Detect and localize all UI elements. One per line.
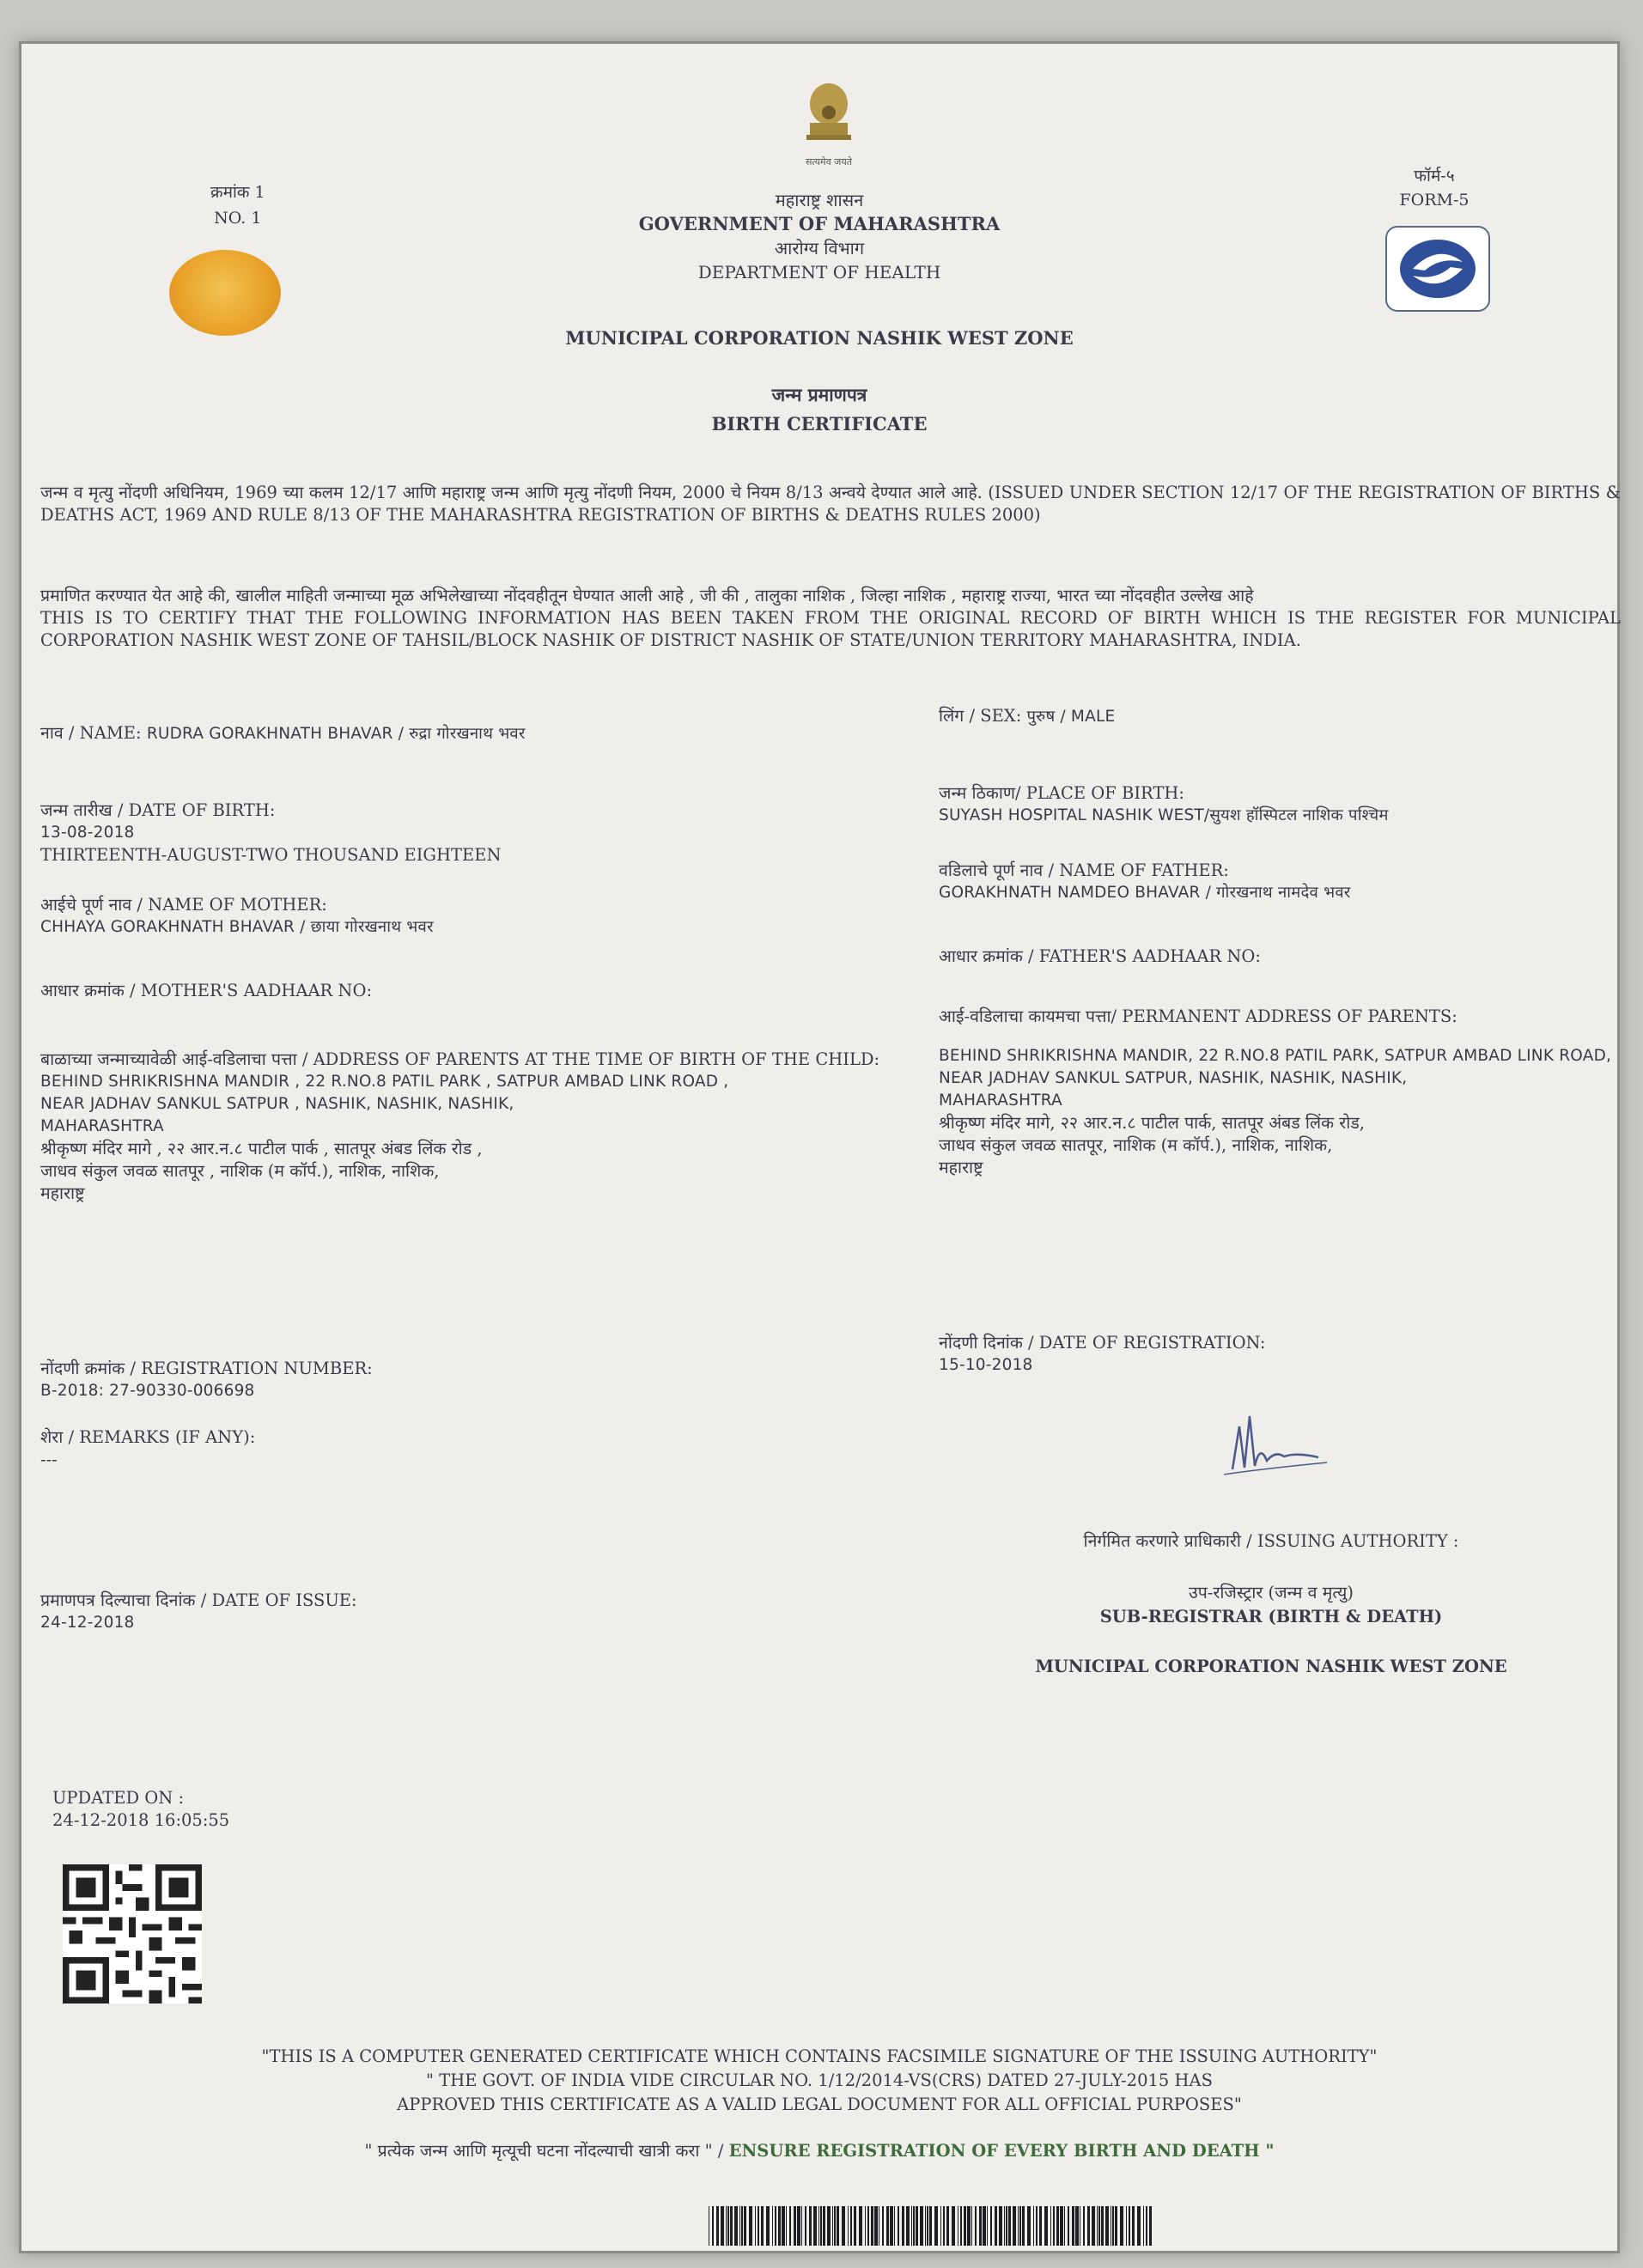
municipal-corporation: MUNICIPAL CORPORATION NASHIK WEST ZONE [565,327,1074,349]
remarks-field [40,1426,899,1471]
mother-label: आईचे पूर्ण नाव / NAME OF MOTHER: [40,895,327,915]
certify-mr: प्रमाणित करण्यात येत आहे की, खालील माहिती जन्माच्या मूळ अभिलेखाच्या नोंदवहीतून घेण्यात आली आहे , जी की , तालुका नाशिक , जिल्हा नाशिक , महाराष्ट्र राज्या, भारत च्या नोंदवहीत उल्लेख आहे [40,586,1254,605]
name-label: नाव / NAME: [40,723,142,743]
permanent-address [939,1006,1617,1179]
serial-en: NO. 1 [214,209,262,228]
footer-line-2: " THE GOVT. OF INDIA VIDE CIRCULAR NO. 1/12/2014-VS(CRS) DATED 27-JULY-2015 HAS [426,2070,1213,2090]
address-birth-en-2: NEAR JADHAV SANKUL SATPUR , NASHIK, NASHIK, NASHIK, [40,1095,514,1113]
registration-date-field [939,1332,1617,1377]
authority-office: MUNICIPAL CORPORATION NASHIK WEST ZONE [1035,1657,1507,1676]
mother-aadhaar-field [40,980,899,1002]
address-perm-en-3: MAHARASHTRA [939,1091,1062,1110]
mother-field [40,894,899,939]
issuing-authority-label: निर्गमित करणारे प्राधिकारी / ISSUING AUTHORITY : [1083,1531,1459,1551]
certificate-title [21,380,1617,439]
certify-text [40,585,1621,652]
updated-on [52,1787,229,1832]
mother-aadhaar-label: आधार क्रमांक / MOTHER'S AADHAAR NO: [40,981,373,1000]
barcode-icon [709,2206,1155,2246]
address-perm-en-1: BEHIND SHRIKRISHNA MANDIR, 22 R.NO.8 PATIL PARK, SATPUR AMBAD LINK ROAD, [939,1047,1612,1065]
address-perm-en-2: NEAR JADHAV SANKUL SATPUR, NASHIK, NASHIK, NASHIK, [939,1069,1408,1087]
authority-title-mr: उप-रजिस्ट्रार (जन्म व मृत्यु) [1189,1583,1354,1602]
authority-title-en: SUB-REGISTRAR (BIRTH & DEATH) [1099,1607,1443,1627]
emblem-caption: सत्यमेव जयते [805,156,852,167]
dept-mr: आरोग्य विभाग [774,238,865,258]
reg-no-label: नोंदणी क्रमांक / REGISTRATION NUMBER: [40,1359,373,1378]
footer-disclaimer [21,2045,1617,2117]
registration-number-field [40,1358,899,1402]
father-aadhaar-field [939,946,1617,968]
reg-date-value: 15-10-2018 [939,1356,1033,1374]
address-birth-mr-3: महाराष्ट्र [40,1183,85,1203]
address-birth-en-1: BEHIND SHRIKRISHNA MANDIR , 22 R.NO.8 PATIL PARK , SATPUR AMBAD LINK ROAD , [40,1073,729,1091]
dob-value: 13-08-2018 [40,824,135,842]
issued-under-text: जन्म व मृत्यु नोंदणी अधिनियम, 1969 च्या कलम 12/17 आणि महाराष्ट्र जन्म आणि मृत्यु नोंदणी नियम, 2000 चे नियम 8/13 अन्वये देण्यात आले आहे. (ISSUED UNDER SECTION 12/17 OF THE REGISTRATION OF BIRTHS & DEATHS ACT, 1969 AND RULE 8/13 OF THE MAHARASHTRA REGISTRATION OF BIRTHS & DEATHS RULES 2000) [40,483,1621,525]
footer-line-1: "THIS IS A COMPUTER GENERATED CERTIFICATE WHICH CONTAINS FACSIMILE SIGNATURE OF THE ISSUING AUTHORITY" [261,2046,1378,2066]
updated-label: UPDATED ON : [52,1788,185,1808]
sex-value: पुरुष / MALE [1026,708,1116,726]
name-field [40,722,899,745]
title-en: BIRTH CERTIFICATE [711,413,928,435]
sex-label: लिंग / SEX: [939,706,1022,726]
address-perm-label: आई-वडिलाचा कायमचा पत्ता/ PERMANENT ADDRESS OF PARENTS: [939,1006,1457,1026]
address-birth-mr-2: जाधव संकुल जवळ सातपूर , नाशिक (म कॉर्प.), नाशिक, नाशिक, [40,1161,440,1181]
address-birth-mr-1: श्रीकृष्ण मंदिर मागे , २२ आर.न.८ पाटील पार्क , सातपूर अंबड लिंक रोड , [40,1139,483,1158]
father-aadhaar-label: आधार क्रमांक / FATHER'S AADHAAR NO: [939,946,1261,966]
slogan-en: ENSURE REGISTRATION OF EVERY BIRTH AND DEATH " [728,2141,1275,2161]
government-header [21,188,1617,284]
father-label: वडिलाचे पूर्ण नाव / NAME OF FATHER: [939,860,1229,880]
title-mr: जन्म प्रमाणपत्र [771,384,867,405]
pob-field [939,782,1617,827]
issue-date-label: प्रमाणपत्र दिल्याचा दिनांक / DATE OF ISSUE: [40,1590,357,1610]
form-mr: फॉर्म-५ [1414,167,1455,185]
address-birth-en-3: MAHARASHTRA [40,1117,164,1135]
slogan-mr: " प्रत्येक जन्म आणि मृत्यूची घटना नोंदल्याची खात्री करा " / [364,2141,724,2161]
dob-label: जन्म तारीख / DATE OF BIRTH: [40,800,276,820]
issue-date-field [40,1590,899,1634]
qr-code-icon [63,1864,202,2004]
father-field [939,860,1617,904]
registration-slogan [21,2139,1617,2163]
dept-en: DEPARTMENT OF HEALTH [697,262,941,283]
govt-mr: महाराष्ट्र शासन [775,190,864,210]
address-perm-mr-1: श्रीकृष्ण मंदिर मागे, २२ आर.न.८ पाटील पार्क, सातपूर अंबड लिंक रोड, [939,1113,1365,1133]
pob-label: जन्म ठिकाण/ PLACE OF BIRTH: [939,783,1184,803]
father-value: GORAKHNATH NAMDEO BHAVAR / गोरखनाथ नामदेव भवर [939,884,1351,902]
dob-words: THIRTEENTH-AUGUST-TWO THOUSAND EIGHTEEN [40,845,502,865]
national-emblem-icon [794,78,863,164]
remarks-label: शेरा / REMARKS (IF ANY): [40,1427,256,1447]
issue-date-value: 24-12-2018 [40,1614,135,1632]
updated-value: 24-12-2018 16:05:55 [52,1810,230,1830]
address-birth-label: बाळाच्या जन्माच्यावेळी आई-वडिलाचा पत्ता / ADDRESS OF PARENTS AT THE TIME OF BIRTH OF THE CHILD: [40,1049,880,1069]
birth-certificate [19,41,1620,2253]
remarks-value: --- [40,1450,58,1469]
address-at-birth [40,1049,916,1205]
govt-en: GOVERNMENT OF MAHARASHTRA [638,213,1001,234]
dob-field [40,800,899,866]
issuing-authority-title [949,1581,1593,1629]
reg-no-value: B-2018: 27-90330-006698 [40,1382,255,1400]
address-perm-mr-3: महाराष्ट्र [939,1158,983,1177]
serial-mr: क्रमांक 1 [210,183,265,202]
signature-icon [1207,1409,1336,1490]
form-en: FORM-5 [1399,191,1470,210]
sex-field [939,705,1617,728]
address-perm-mr-2: जाधव संकुल जवळ सातपूर, नाशिक (म कॉर्प.), नाशिक, नाशिक, [939,1135,1333,1155]
mother-value: CHHAYA GORAKHNATH BHAVAR / छाया गोरखनाथ भवर [40,918,434,936]
pob-value: SUYASH HOSPITAL NASHIK WEST/सुयश हॉस्पिटल नाशिक पश्चिम [939,806,1389,824]
footer-line-3: APPROVED THIS CERTIFICATE AS A VALID LEGAL DOCUMENT FOR ALL OFFICIAL PURPOSES" [397,2095,1242,2114]
name-value: RUDRA GORAKHNATH BHAVAR / रुद्रा गोरखनाथ भवर [146,725,526,743]
reg-date-label: नोंदणी दिनांक / DATE OF REGISTRATION: [939,1333,1266,1353]
certify-en: THIS IS TO CERTIFY THAT THE FOLLOWING INFORMATION HAS BEEN TAKEN FROM THE ORIGINAL RECORD OF BIRTH WHICH IS THE REGISTER FOR MUNICIPAL CORPORATION NASHIK WEST ZONE OF TAHSIL/BLOCK NASHIK OF DISTRICT NASHIK OF STATE/UNION TERRITORY MAHARASHTRA, INDIA. [40,608,1621,650]
